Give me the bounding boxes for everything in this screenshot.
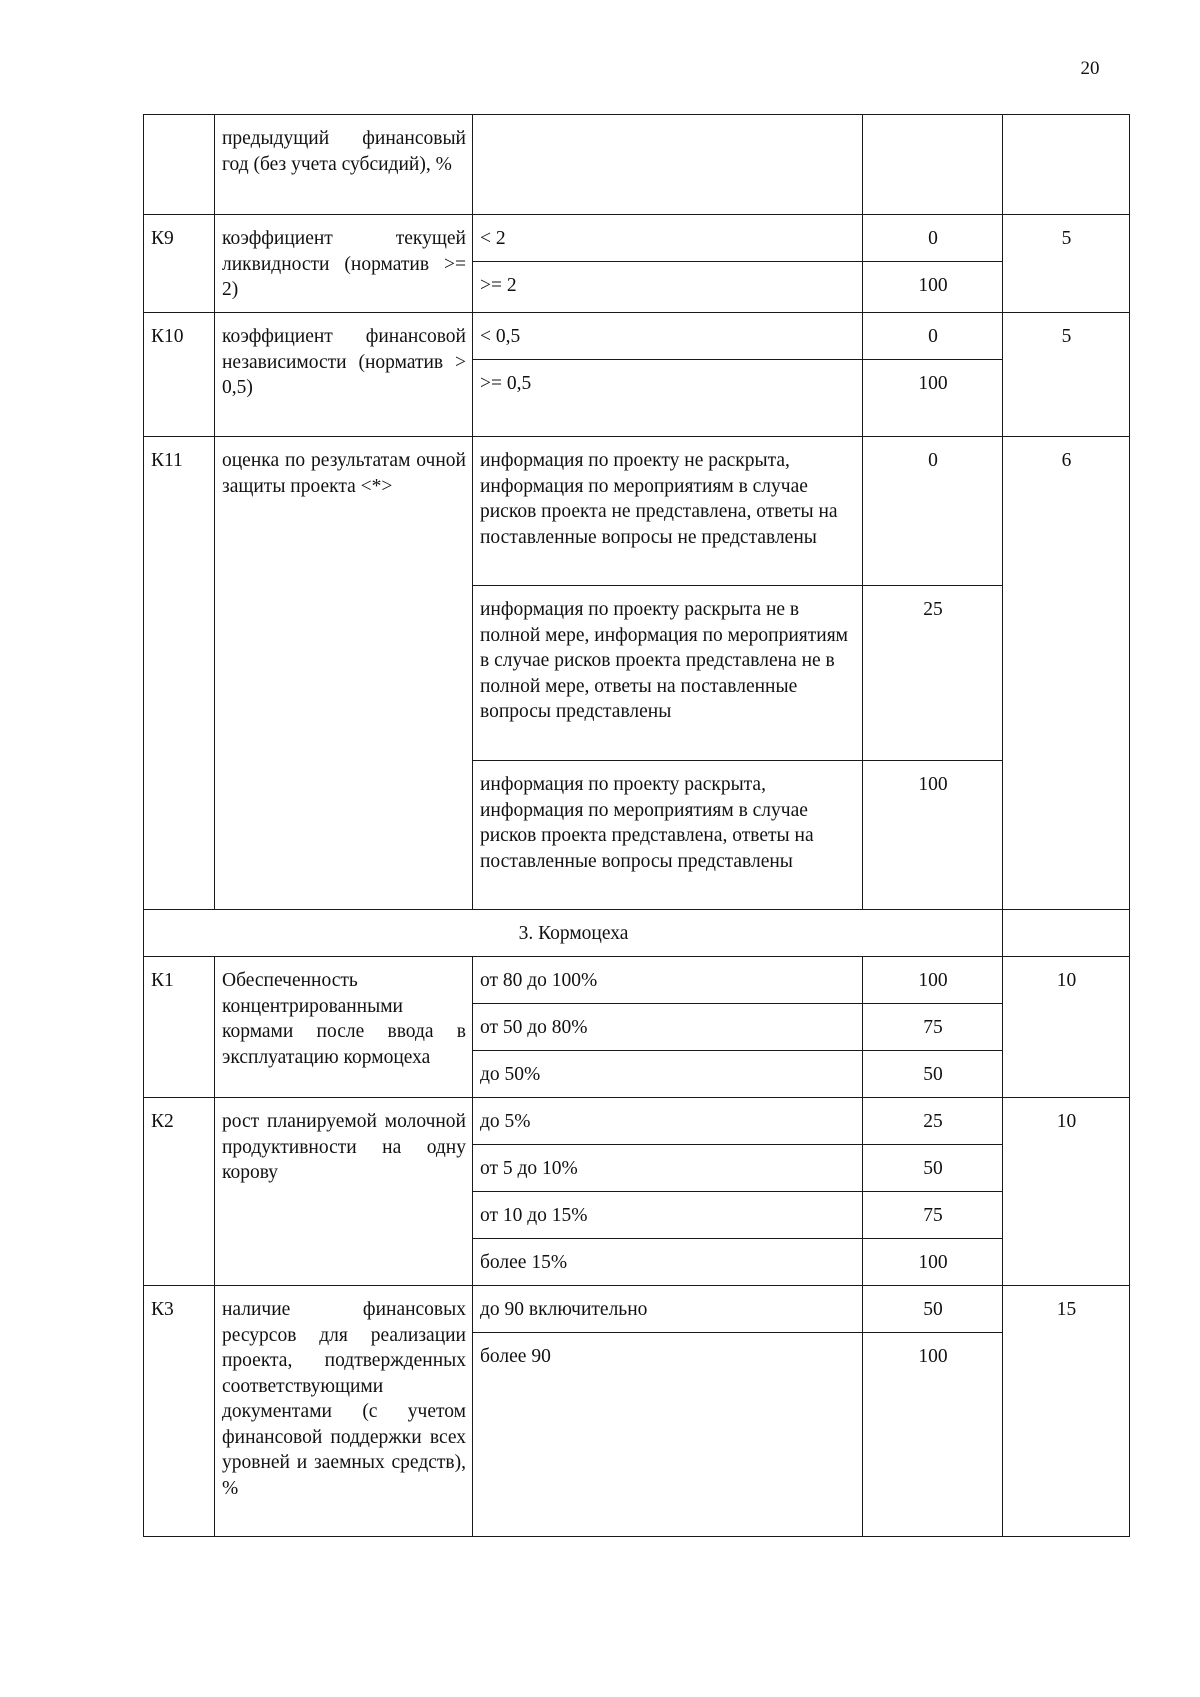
indicator-name: Обеспеченность концентрированными кормами после ввода в эксплуатацию кормоцеха (215, 957, 473, 1098)
indicator-name: коэффициент текущей ликвидности (норматив >= 2) (215, 215, 473, 313)
indicator-code: К10 (144, 313, 215, 437)
score-cell: 100 (863, 262, 1003, 313)
criterion-cell (473, 115, 863, 215)
indicator-code: К2 (144, 1098, 215, 1286)
weight-cell (1003, 910, 1130, 957)
code-cell (144, 115, 215, 215)
score-cell: 100 (863, 957, 1003, 1004)
criterion-cell: более 90 (473, 1333, 863, 1537)
indicator-name: рост планируемой молочной продуктивности на одну корову (215, 1098, 473, 1286)
weight-cell: 10 (1003, 957, 1130, 1098)
criteria-table (143, 114, 1130, 1537)
score-cell: 100 (863, 1239, 1003, 1286)
criterion-cell: >= 2 (473, 262, 863, 313)
table-row (144, 215, 1130, 262)
table-row (144, 957, 1130, 1004)
score-cell: 0 (863, 313, 1003, 360)
criterion-cell: до 50% (473, 1051, 863, 1098)
score-cell: 25 (863, 1098, 1003, 1145)
table-row (144, 1286, 1130, 1333)
criterion-cell: информация по проекту раскрыта не в полной мере, информация по мероприятиям в случае рисков проекта представлена не в полной мере, ответы на поставленные вопросы представлены (473, 586, 863, 761)
indicator-code: К9 (144, 215, 215, 313)
indicator-name: коэффициент финансовой независимости (норматив > 0,5) (215, 313, 473, 437)
criterion-cell: информация по проекту раскрыта, информация по мероприятиям в случае рисков проекта представлена, ответы на поставленные вопросы представлены (473, 761, 863, 910)
indicator-name: оценка по результатам очной защиты проекта <*> (215, 437, 473, 910)
indicator-name: наличие финансовых ресурсов для реализации проекта, подтвержденных соответствующими документами (с учетом финансовой поддержки всех уровней и заемных средств), % (215, 1286, 473, 1537)
criterion-cell: от 5 до 10% (473, 1145, 863, 1192)
score-cell (863, 115, 1003, 215)
criterion-cell: информация по проекту не раскрыта, информация по мероприятиям в случае рисков проекта не представлена, ответы на поставленные вопросы не представлены (473, 437, 863, 586)
criterion-cell: от 80 до 100% (473, 957, 863, 1004)
criterion-cell: >= 0,5 (473, 360, 863, 437)
score-cell: 0 (863, 437, 1003, 586)
table-row (144, 1098, 1130, 1145)
indicator-code: К11 (144, 437, 215, 910)
criterion-cell: более 15% (473, 1239, 863, 1286)
criterion-cell: < 0,5 (473, 313, 863, 360)
weight-cell: 10 (1003, 1098, 1130, 1286)
table-row (144, 115, 1130, 215)
score-cell: 50 (863, 1145, 1003, 1192)
weight-cell: 6 (1003, 437, 1130, 910)
score-cell: 100 (863, 761, 1003, 910)
table-row (144, 313, 1130, 360)
criterion-cell: < 2 (473, 215, 863, 262)
indicator-code: К1 (144, 957, 215, 1098)
indicator-code: К3 (144, 1286, 215, 1537)
criterion-cell: от 10 до 15% (473, 1192, 863, 1239)
criterion-cell: до 90 включительно (473, 1286, 863, 1333)
weight-cell: 5 (1003, 215, 1130, 313)
score-cell: 0 (863, 215, 1003, 262)
score-cell: 100 (863, 1333, 1003, 1537)
score-cell: 100 (863, 360, 1003, 437)
score-cell: 75 (863, 1004, 1003, 1051)
score-cell: 50 (863, 1051, 1003, 1098)
weight-cell: 15 (1003, 1286, 1130, 1537)
weight-cell: 5 (1003, 313, 1130, 437)
criterion-cell: до 5% (473, 1098, 863, 1145)
score-cell: 50 (863, 1286, 1003, 1333)
criterion-cell: от 50 до 80% (473, 1004, 863, 1051)
page-number: 20 (1080, 58, 1100, 79)
score-cell: 75 (863, 1192, 1003, 1239)
weight-cell (1003, 115, 1130, 215)
section-title: 3. Кормоцеха (144, 910, 1003, 957)
section-row (144, 910, 1130, 957)
score-cell: 25 (863, 586, 1003, 761)
indicator-name: предыдущий финансовый год (без учета субсидий), % (215, 115, 473, 215)
table-row (144, 437, 1130, 586)
